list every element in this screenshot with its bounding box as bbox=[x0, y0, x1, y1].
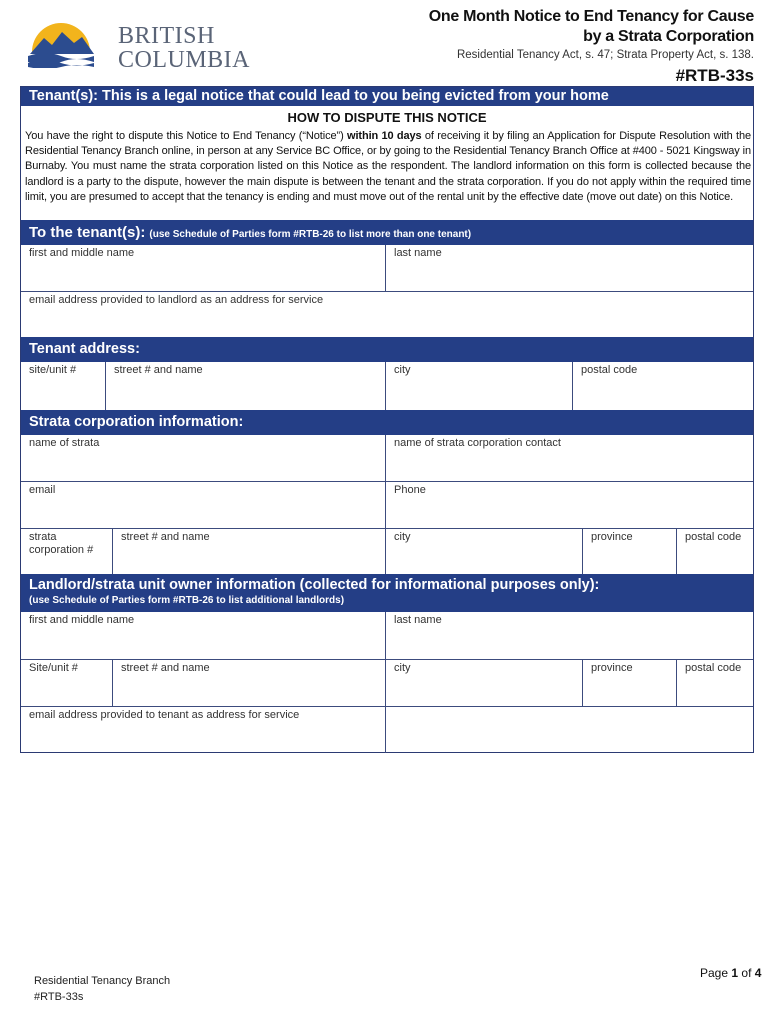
landlord-section-title: Landlord/strata unit owner information (collected for informational purposes only): bbox=[29, 577, 600, 593]
tenant-section-subtitle: (use Schedule of Parties form #RTB-26 to list more than one tenant) bbox=[149, 229, 472, 240]
strata-postal-field[interactable] bbox=[677, 529, 755, 574]
form-title-line2: by a Strata Corporation bbox=[583, 28, 754, 45]
tenant-city-field[interactable] bbox=[386, 362, 573, 410]
field-label: postal code bbox=[581, 364, 638, 376]
tenant-site-field[interactable] bbox=[21, 362, 106, 410]
how-to-dispute-heading: HOW TO DISPUTE THIS NOTICE bbox=[287, 110, 487, 125]
field-label: postal code bbox=[685, 662, 742, 674]
field-label: city bbox=[394, 531, 411, 543]
tenant-section-header bbox=[21, 220, 753, 245]
landlord-section-header bbox=[21, 574, 753, 612]
landlord-site-field[interactable] bbox=[21, 660, 113, 706]
dispute-instructions bbox=[25, 129, 751, 205]
field-label: email bbox=[29, 484, 56, 496]
tenant-postal-field[interactable] bbox=[573, 362, 755, 410]
tenant-email-row bbox=[21, 292, 753, 337]
instructions-part2: of receiving it by filing an Application for Dispute Resolution with the Residential Tenancy Branch online, in person at any Service BC Office, or by going to the Residential Tenancy Branch Office at #400 - 5021 Kingsway in Burnaby. You must name the strata corporation listed on this Notice as the respondent. The landlord information on this form is collected because the landlord is a party to the dispute, however the main dispute is between the tenant and the strata corporation. If you do not apply within the required time limit, you are presumed to accept that the tenancy is ending and must move out of the rental unit by the effective date (move out date) on this Notice. bbox=[25, 130, 751, 203]
field-label: site/unit # bbox=[29, 364, 77, 376]
strata-street-field[interactable] bbox=[113, 529, 386, 574]
footer-form-number: #RTB-33s bbox=[34, 991, 84, 1003]
landlord-email-extra-field[interactable] bbox=[386, 707, 755, 753]
field-label: province bbox=[591, 662, 633, 674]
strata-phone-field[interactable] bbox=[386, 482, 755, 528]
landlord-last-name-field[interactable] bbox=[386, 612, 755, 659]
logo-line2: COLUMBIA bbox=[118, 47, 251, 73]
field-label: first and middle name bbox=[29, 614, 135, 626]
instructions-deadline: within 10 days bbox=[346, 130, 422, 142]
instructions-part1: You have the right to dispute this Notice to End Tenancy (“Notice”) bbox=[25, 130, 347, 142]
tenant-name-row bbox=[21, 245, 753, 292]
bc-sun-mountain-icon bbox=[26, 12, 96, 68]
landlord-section-subtitle: (use Schedule of Parties form #RTB-26 to list additional landlords) bbox=[29, 595, 345, 606]
strata-contact-row bbox=[21, 482, 753, 529]
field-label: last name bbox=[394, 614, 442, 626]
tenant-first-name-field[interactable] bbox=[21, 245, 386, 291]
field-label: city bbox=[394, 662, 411, 674]
warning-banner: Tenant(s): This is a legal notice that could lead to you being evicted from your home bbox=[21, 87, 753, 106]
field-label: street # and name bbox=[114, 364, 203, 376]
landlord-name-row bbox=[21, 612, 753, 660]
strata-name-field[interactable] bbox=[21, 435, 386, 481]
strata-address-row bbox=[21, 529, 753, 574]
strata-email-field[interactable] bbox=[21, 482, 386, 528]
page-current: 1 bbox=[731, 966, 739, 980]
page-label: Page bbox=[700, 966, 729, 980]
landlord-email-row bbox=[21, 707, 753, 753]
strata-name-row bbox=[21, 435, 753, 482]
tenant-section-title: To the tenant(s): bbox=[29, 224, 146, 241]
field-label: street # and name bbox=[121, 662, 210, 674]
field-label: name of strata corporation contact bbox=[394, 437, 561, 449]
field-label: province bbox=[591, 531, 633, 543]
field-label: email address provided to tenant as address for service bbox=[29, 709, 300, 721]
strata-section-header: Strata corporation information: bbox=[21, 410, 753, 435]
field-label: Phone bbox=[394, 484, 426, 496]
field-label: postal code bbox=[685, 531, 742, 543]
landlord-postal-field[interactable] bbox=[677, 660, 755, 706]
landlord-province-field[interactable] bbox=[583, 660, 677, 706]
field-label: first and middle name bbox=[29, 247, 135, 259]
notice-form bbox=[20, 86, 754, 753]
page-number bbox=[700, 966, 761, 980]
landlord-first-name-field[interactable] bbox=[21, 612, 386, 659]
tenant-email-field[interactable] bbox=[21, 292, 755, 337]
form-number: #RTB-33s bbox=[675, 66, 754, 85]
tenant-address-header: Tenant address: bbox=[21, 337, 753, 362]
strata-city-field[interactable] bbox=[386, 529, 583, 574]
tenant-address-row bbox=[21, 362, 753, 410]
page-total: 4 bbox=[754, 966, 762, 980]
strata-province-field[interactable] bbox=[583, 529, 677, 574]
landlord-address-row bbox=[21, 660, 753, 707]
landlord-street-field[interactable] bbox=[113, 660, 386, 706]
page-of: of bbox=[741, 966, 752, 980]
tenant-last-name-field[interactable] bbox=[386, 245, 755, 291]
field-label: name of strata bbox=[29, 437, 100, 449]
form-acts: Residential Tenancy Act, s. 47; Strata Property Act, s. 138. bbox=[456, 49, 754, 61]
strata-contact-field[interactable] bbox=[386, 435, 755, 481]
form-title-line1: One Month Notice to End Tenancy for Cause bbox=[428, 8, 754, 25]
field-label: last name bbox=[394, 247, 442, 259]
field-label: Site/unit # bbox=[29, 662, 78, 674]
field-label: city bbox=[394, 364, 411, 376]
field-label: street # and name bbox=[121, 531, 210, 543]
footer-branch: Residential Tenancy Branch bbox=[34, 975, 171, 987]
footer bbox=[34, 973, 170, 1005]
strata-number-field[interactable] bbox=[21, 529, 113, 574]
field-label: strata corporation # bbox=[29, 531, 94, 556]
bc-logo bbox=[26, 12, 251, 73]
landlord-city-field[interactable] bbox=[386, 660, 583, 706]
tenant-street-field[interactable] bbox=[106, 362, 386, 410]
logo-line1: BRITISH bbox=[118, 23, 215, 49]
landlord-email-field[interactable] bbox=[21, 707, 386, 753]
field-label: email address provided to landlord as an address for service bbox=[29, 294, 324, 306]
